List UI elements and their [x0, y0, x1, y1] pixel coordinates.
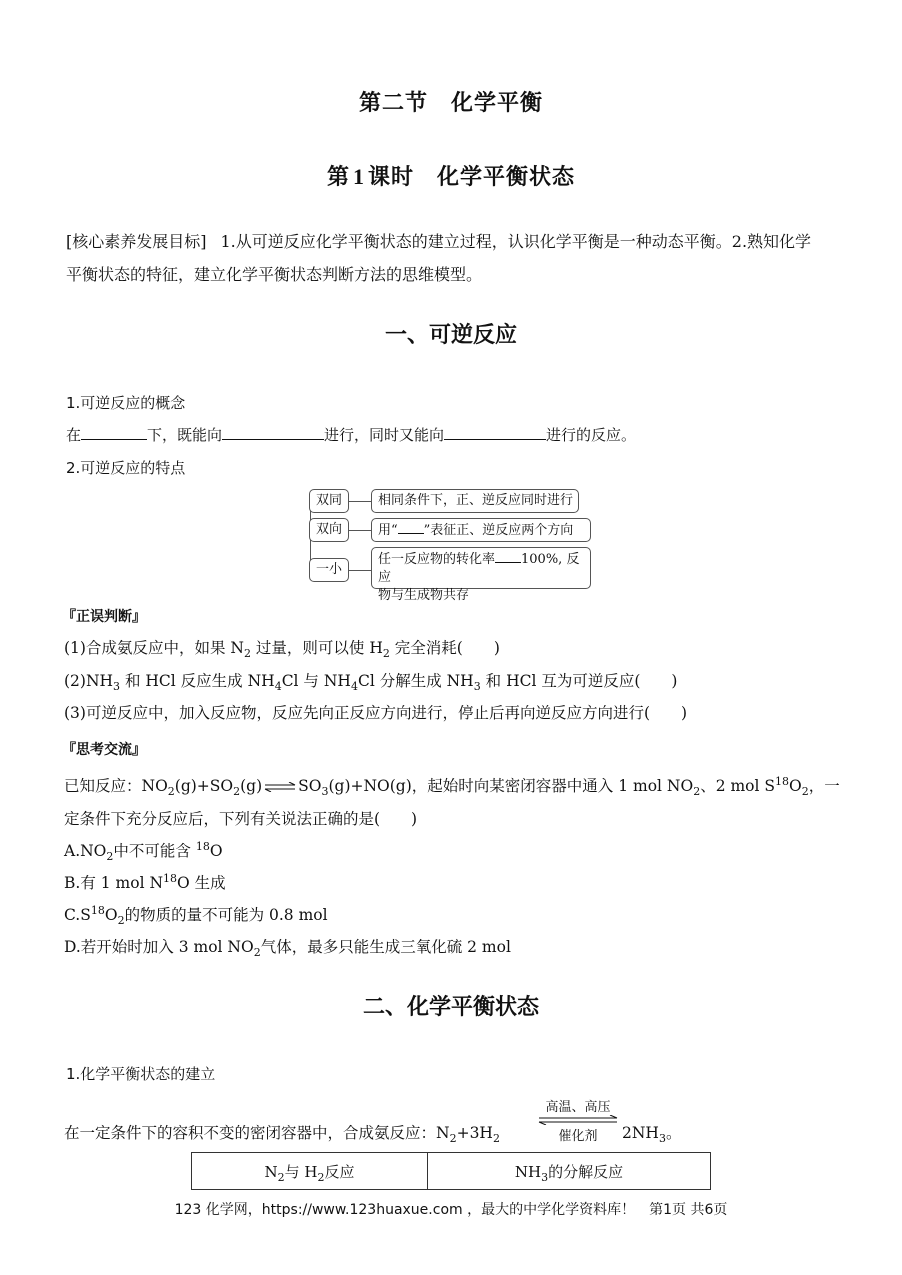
sub-2: 2 [106, 850, 114, 864]
sup-18: 18 [195, 839, 210, 853]
q1-b: 过量，则可以使 H [255, 639, 383, 657]
p1-c: (g) [240, 777, 263, 795]
sub-3: 3 [321, 785, 329, 799]
sub-2: 2 [449, 1132, 457, 1146]
sub-3: 3 [473, 680, 481, 694]
sup-18: 18 [90, 903, 105, 917]
p1-g: O [789, 777, 802, 795]
q1-a: (1)合成氨反应中，如果 N [64, 639, 244, 657]
h2-a: NH [514, 1162, 542, 1181]
line-b: +3H [456, 1124, 493, 1142]
sub-2: 2 [382, 647, 390, 661]
equilibrium-arrow [264, 776, 296, 798]
concept-seg-3: 进行，同时又能向 [324, 426, 445, 444]
h1-a: N [264, 1162, 278, 1181]
line-c: 2NH [622, 1124, 659, 1142]
sub-2: 2 [243, 647, 251, 661]
optC-b: O [104, 906, 118, 924]
sub-4: 4 [274, 680, 282, 694]
sub-2: 2 [693, 785, 701, 799]
desc-yixiao [371, 547, 591, 603]
sub-4: 4 [350, 680, 358, 694]
table-header-row [192, 1153, 711, 1190]
p1-d: SO [298, 777, 322, 795]
lesson-number: 1 [353, 164, 365, 189]
optC-c: 的物质的量不可能为 0.8 mol [124, 906, 328, 924]
concept-title: 1.可逆反应的概念 [66, 394, 186, 412]
option-c [64, 904, 328, 926]
desc3-blank [495, 550, 521, 563]
label-shuangtong: 双同 [309, 489, 349, 513]
table-header-reverse [428, 1153, 711, 1190]
part2-heading: 二、化学平衡状态 [362, 994, 539, 1020]
desc2-blank [398, 521, 424, 534]
q2-c: Cl 与 NH [281, 672, 351, 690]
desc3-b: 100%, 反应 [378, 552, 580, 585]
desc-shuangxiang [371, 518, 591, 542]
q2-b: 和 HCl 反应生成 NH [124, 672, 275, 690]
optA-b: 中不可能含 [113, 842, 196, 860]
line-a: 在一定条件下的容积不变的密闭容器中，合成氨反应：N [64, 1124, 450, 1142]
blank-2 [222, 425, 324, 440]
synthesis-line [64, 1122, 500, 1144]
option-a [64, 840, 223, 862]
synthesis-product [622, 1122, 681, 1144]
page-footer: 123 化学网，https://www.123huaxue.com ，最大的中学化学资料库！ 第1页 共6页 [174, 1202, 728, 1218]
optB-b: O 生成 [177, 874, 226, 892]
judge-q2 [64, 670, 677, 692]
goals-tag: [核心素养发展目标] [66, 232, 207, 251]
h1-b: 与 H [284, 1162, 318, 1181]
line-d: 。 [665, 1124, 682, 1142]
cond-bottom: 催化剂 [558, 1129, 598, 1144]
judge-heading: 『正误判断』 [62, 609, 146, 625]
think-p1 [64, 775, 840, 798]
desc3-a: 任一反应物的转化率 [378, 552, 496, 567]
concept-seg-2: 下，既能向 [147, 426, 223, 444]
sub-2: 2 [492, 1132, 500, 1146]
option-d [64, 936, 511, 958]
concept-seg-1: 在 [66, 426, 82, 444]
think-heading: 『思考交流』 [62, 742, 146, 758]
p1-f: 、2 mol S [700, 777, 776, 795]
sub-3: 3 [541, 1170, 549, 1184]
label-yixiao: 一小 [309, 558, 349, 582]
cond-top: 高温、高压 [545, 1100, 611, 1115]
sup-18: 18 [775, 774, 790, 788]
optA-a: A.NO [64, 842, 107, 860]
blank-1 [81, 425, 147, 440]
option-b [64, 872, 226, 894]
reaction-table [191, 1152, 711, 1190]
concept-seg-4: 进行的反应。 [546, 426, 637, 444]
h2-b: 的分解反应 [548, 1162, 624, 1181]
part1-heading: 一、可逆反应 [384, 322, 517, 348]
blank-3 [444, 425, 546, 440]
optD-a: D.若开始时加入 3 mol NO [64, 938, 254, 956]
optD-b: 气体，最多只能生成三氧化硫 2 mol [260, 938, 511, 956]
q2-a: (2)NH [64, 672, 114, 690]
part2-sub1: 1.化学平衡状态的建立 [66, 1065, 216, 1083]
sub-2: 2 [277, 1170, 285, 1184]
features-title: 2.可逆反应的特点 [66, 459, 186, 477]
optB-a: B.有 1 mol N [64, 874, 164, 892]
sub-2: 2 [253, 946, 261, 960]
judge-q1 [64, 637, 500, 659]
sub-2: 2 [117, 914, 125, 928]
sub-2: 2 [233, 785, 241, 799]
connector-2 [349, 530, 371, 531]
table-header-forward [192, 1153, 428, 1190]
sub-2: 2 [801, 785, 809, 799]
h1-c: 反应 [324, 1162, 355, 1181]
p1-b: (g)+SO [174, 777, 234, 795]
desc3-c: 物与生成物共存 [378, 588, 470, 603]
sub-3: 3 [658, 1132, 666, 1146]
q2-d: Cl 分解生成 NH [357, 672, 474, 690]
connector-1 [349, 501, 371, 502]
reaction-conditions [538, 1096, 618, 1144]
goals-line-2: 平衡状态的特征，建立化学平衡状态判断方法的思维模型。 [66, 265, 483, 284]
label-shuangxiang: 双向 [309, 518, 349, 542]
p1-h: ，一 [808, 777, 840, 795]
sub-3: 3 [113, 680, 121, 694]
desc-shuangtong: 相同条件下，正、逆反应同时进行 [371, 489, 579, 513]
concept-line [66, 424, 636, 446]
reversible-arrow-icon [538, 1115, 618, 1125]
lesson-prefix: 第 [326, 164, 350, 190]
optC-a: C.S [64, 906, 91, 924]
desc2-a: 用“ [378, 523, 398, 538]
p1-e: (g)+NO(g)，起始时向某密闭容器中通入 1 mol NO [328, 777, 694, 795]
think-p2: 定条件下充分反应后，下列有关说法正确的是( ) [64, 810, 418, 828]
p1-a: 已知反应：NO [64, 777, 168, 795]
desc2-b: ”表征正、逆反应两个方向 [423, 523, 574, 538]
goals-text-1: 1.从可逆反应化学平衡状态的建立过程，认识化学平衡是一种动态平衡。2.熟知化学 [220, 232, 812, 251]
goals-line-1 [66, 231, 811, 253]
sup-18: 18 [163, 871, 178, 885]
sub-2: 2 [167, 785, 175, 799]
optA-c: O [209, 842, 223, 860]
sub-2: 2 [317, 1170, 325, 1184]
q1-c: 完全消耗( ) [394, 639, 500, 657]
lesson-rest: 课时 化学平衡状态 [368, 164, 576, 190]
lesson-title [0, 160, 902, 191]
judge-q3: (3)可逆反应中，加入反应物，反应先向正反应方向进行，停止后再向逆反应方向进行( ) [64, 704, 688, 722]
connector-3 [349, 570, 371, 571]
q2-e: 和 HCl 互为可逆反应( ) [485, 672, 678, 690]
section-title: 第二节 化学平衡 [358, 90, 543, 116]
